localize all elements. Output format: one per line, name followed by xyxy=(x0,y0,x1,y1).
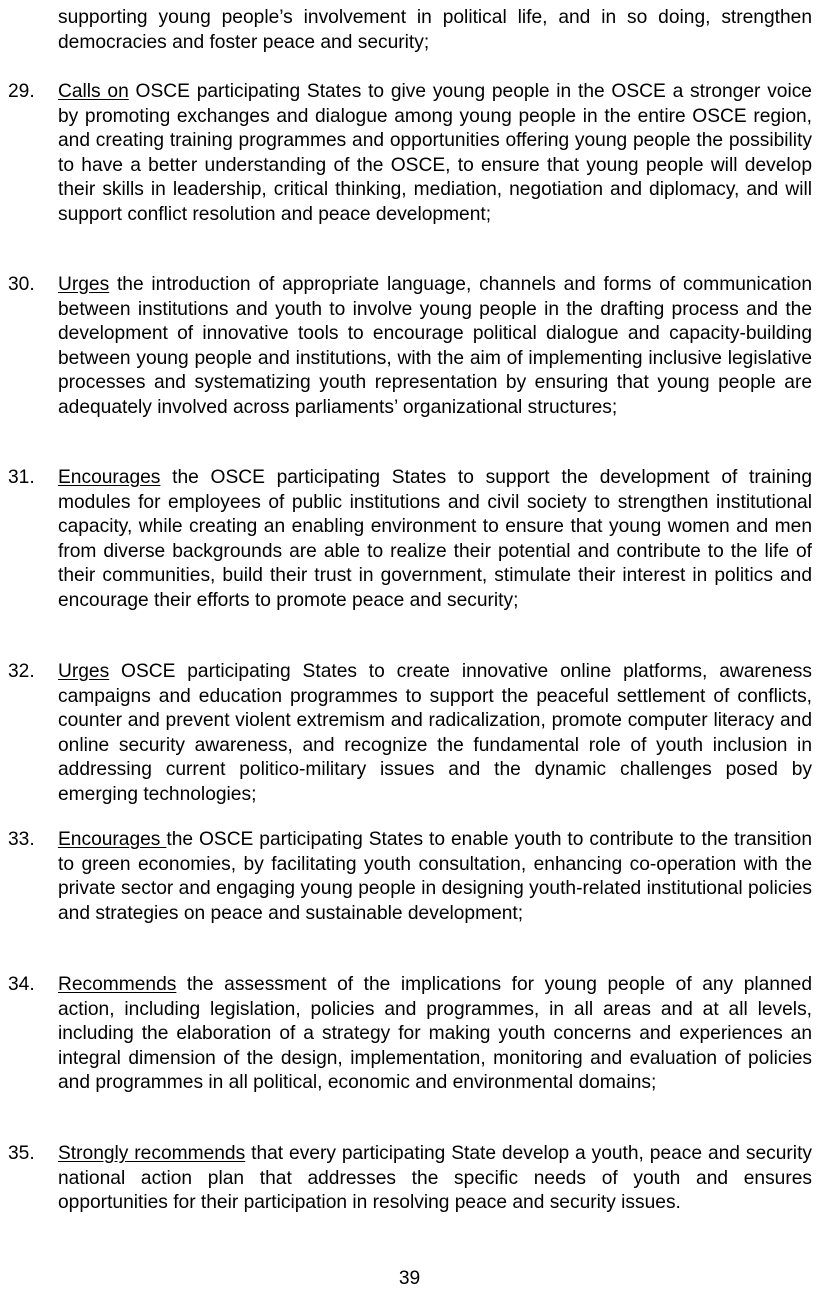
paragraph-32 xyxy=(8,660,812,807)
paragraph-number: 33. xyxy=(8,829,35,850)
operative-verb: Recommends xyxy=(58,974,177,995)
paragraph-text xyxy=(58,466,812,613)
paragraph-body: the assessment of the implications for young people of any planned action, including legislation, policies and programmes, in all areas and at all levels, including the elaboration of a strategy for making youth concerns and experiences an integral dimension of the design, implementation, monitoring and evaluation of policies and programmes in all political, economic and environmental domains; xyxy=(58,974,812,1093)
paragraph-text xyxy=(58,273,812,420)
operative-verb: Urges xyxy=(58,661,110,682)
paragraph-text xyxy=(58,660,812,807)
paragraph-text xyxy=(58,80,812,227)
paragraph-number: 29. xyxy=(8,81,35,102)
paragraph-text xyxy=(58,828,812,926)
paragraph-body: that every participating State develop a youth, peace and security national action plan that addresses the specific needs of youth and ensures opportunities for their participation in resolving peace and security issues. xyxy=(58,1143,812,1213)
page-number: 39 xyxy=(398,1268,421,1289)
paragraph-31 xyxy=(8,466,812,613)
paragraph-body: OSCE participating States to create innovative online platforms, awareness campaigns and education programmes to support the peaceful settlement of conflicts, counter and prevent violent extremism and radicalization, promote computer literacy and online security awareness, and recognize the fundamental role of youth inclusion in addressing current politico-military issues and the dynamic challenges posed by emerging technologies; xyxy=(58,661,812,805)
paragraph-number: 34. xyxy=(8,974,35,995)
paragraph-body: the OSCE participating States to enable youth to contribute to the transition to green economies, by facilitating youth consultation, enhancing co-operation with the private sector and engaging young people in designing youth-related institutional policies and strategies on peace and sustainable development; xyxy=(58,829,813,924)
paragraph-body: OSCE participating States to give young people in the OSCE a stronger voice by promoting exchanges and dialogue among young people in the entire OSCE region, and creating training programmes and opportunities offering young people the possibility to have a better understanding of the OSCE, to ensure that young people will develop their skills in leadership, critical thinking, mediation, negotiation and diplomacy, and will support conflict resolution and peace development; xyxy=(58,81,812,225)
paragraph-34 xyxy=(8,973,812,1096)
operative-verb: Encourages xyxy=(58,829,167,850)
paragraph-body: the OSCE participating States to support the development of training modules for employees of public institutions and civil society to strengthen institutional capacity, while creating an enabling environment to ensure that young women and men from diverse backgrounds are able to realize their potential and contribute to the life of their communities, build their trust in government, stimulate their interest in politics and encourage their efforts to promote peace and security; xyxy=(58,467,812,611)
paragraph-number: 32. xyxy=(8,661,35,682)
paragraph-number: 30. xyxy=(8,274,35,295)
paragraph-number: 35. xyxy=(8,1143,35,1164)
paragraph-body: the introduction of appropriate language, channels and forms of communication between institutions and youth to involve young people in the drafting process and the development of innovative tools to encourage political dialogue and capacity-building between young people and institutions, with the aim of implementing inclusive legislative processes and systematizing youth representation by ensuring that young people are adequately involved across parliaments’ organizational structures; xyxy=(58,274,812,418)
paragraph-35 xyxy=(8,1142,812,1216)
paragraph-text xyxy=(58,1142,812,1216)
paragraph-30 xyxy=(8,273,812,420)
operative-verb: Encourages xyxy=(58,467,161,488)
operative-verb: Strongly recommends xyxy=(58,1143,246,1164)
paragraph-29 xyxy=(8,80,812,227)
operative-verb: Urges xyxy=(58,274,110,295)
continued-paragraph: supporting young people’s involvement in political life, and in so doing, strengthen democracies and foster peace and security; xyxy=(58,7,812,53)
paragraph-number: 31. xyxy=(8,467,35,488)
paragraph-text xyxy=(58,973,812,1096)
paragraph-33 xyxy=(8,828,812,926)
operative-verb: Calls on xyxy=(58,81,129,102)
